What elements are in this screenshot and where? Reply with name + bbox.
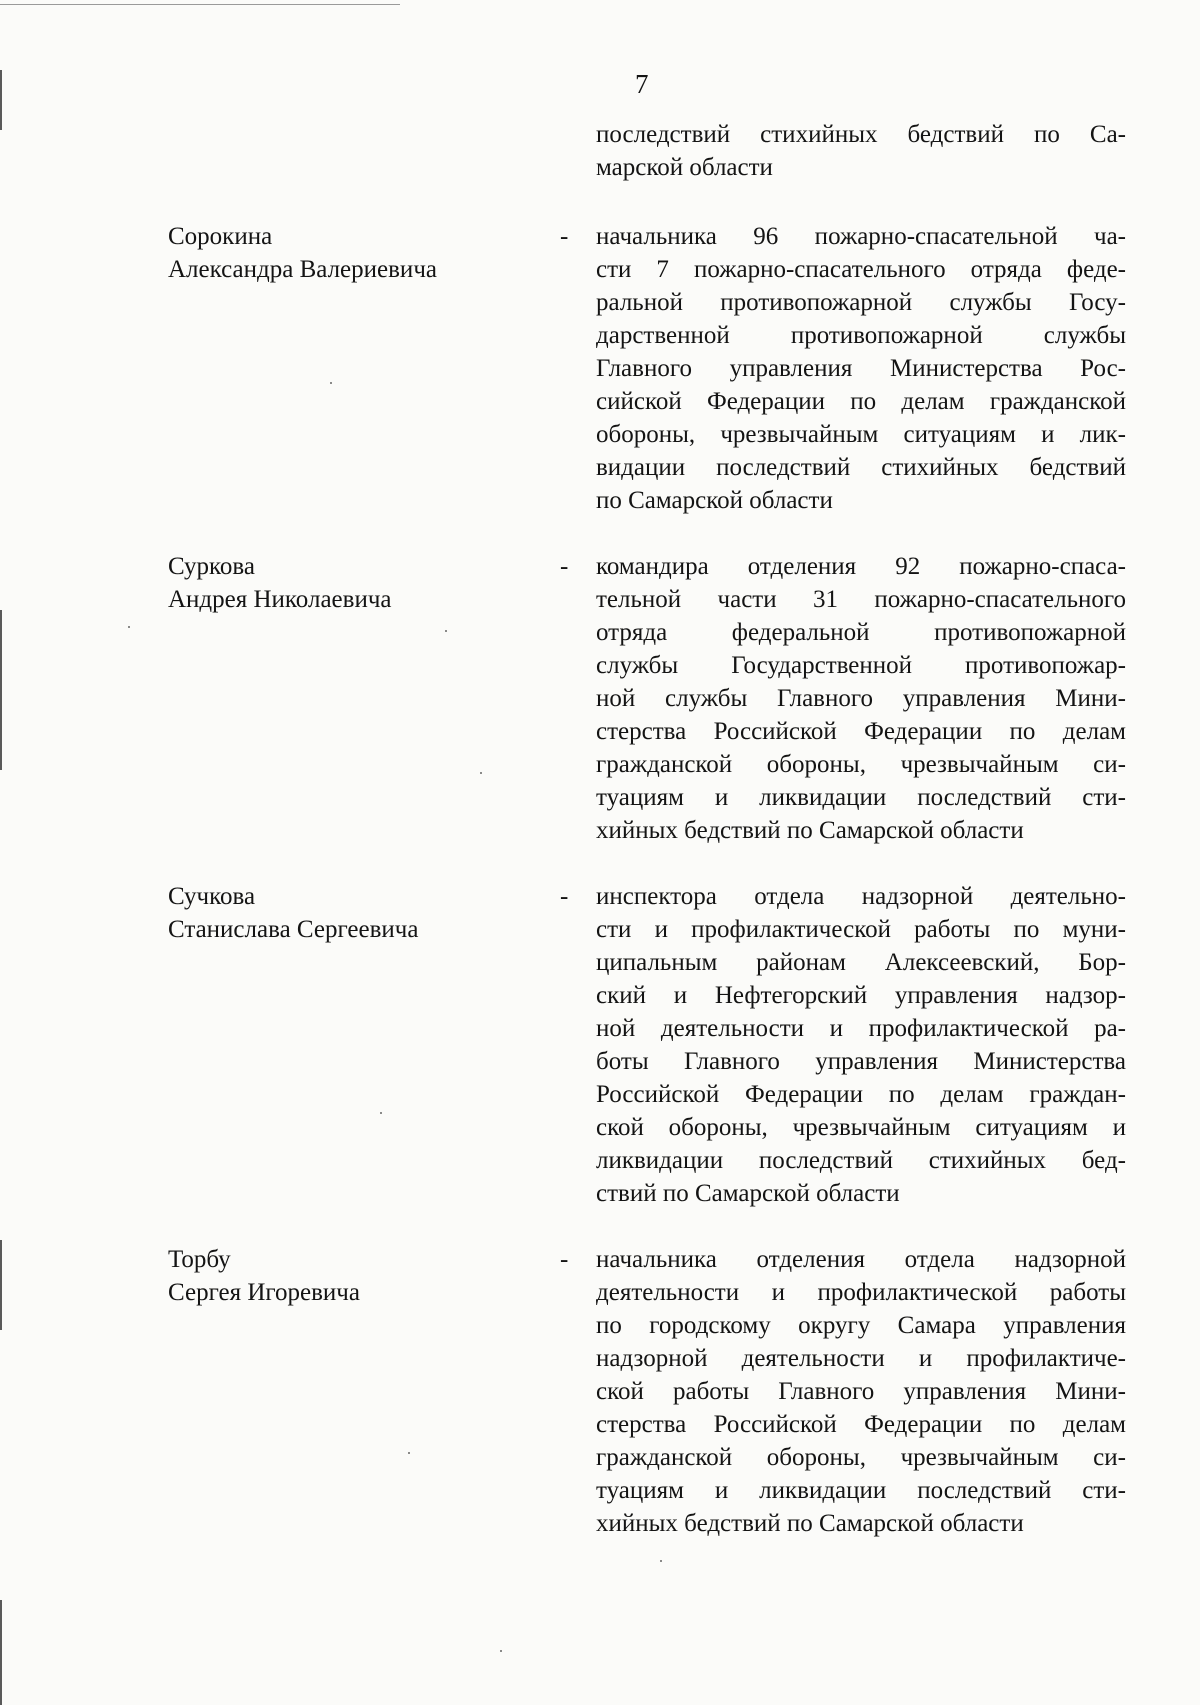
person-surname: Сорокина (168, 223, 273, 250)
scan-speck (445, 630, 447, 632)
person-given-name: Александра Валериевича (168, 256, 437, 283)
page-number: 7 (635, 69, 649, 99)
scan-edge-mark (0, 1600, 2, 1705)
position-description (596, 880, 1126, 1210)
text-line: ликвидации последствий стихийных бед- (596, 1147, 1126, 1174)
person-name (168, 880, 528, 946)
scan-speck (500, 1650, 502, 1652)
text-line: Главного управления Министерства Рос- (596, 355, 1126, 382)
text-line: туациям и ликвидации последствий сти- (596, 784, 1126, 811)
scan-edge-mark (0, 1240, 2, 1330)
text-line: отряда федеральной противопожарной (596, 619, 1126, 646)
text-line: ствий по Самарской области (596, 1180, 900, 1207)
position-description (596, 220, 1126, 517)
text-line: боты Главного управления Министерства (596, 1048, 1126, 1075)
person-given-name: Станислава Сергеевича (168, 916, 419, 943)
text-line: гражданской обороны, чрезвычайным си- (596, 751, 1126, 778)
text-line: гражданской обороны, чрезвычайным си- (596, 1444, 1126, 1471)
text-line: сти 7 пожарно-спасательного отряда феде- (596, 256, 1126, 283)
person-surname: Сучкова (168, 883, 256, 910)
text-line: ципальным районам Алексеевский, Бор- (596, 949, 1126, 976)
text-line: командира отделения 92 пожарно-спаса- (596, 553, 1126, 580)
text-line: инспектора отдела надзорной деятельно- (596, 883, 1126, 910)
text-line: начальника отделения отдела надзорной (596, 1246, 1126, 1273)
text-line: по городскому округу Самара управления (596, 1312, 1126, 1339)
person-given-name: Сергея Игоревича (168, 1279, 360, 1306)
text-line: начальника 96 пожарно-спасательной ча- (596, 223, 1126, 250)
scan-speck (380, 1112, 382, 1114)
text-line: ский и Нефтегорский управления надзор- (596, 982, 1126, 1009)
person-name (168, 220, 528, 286)
text-line: ской обороны, чрезвычайным ситуациям и (596, 1114, 1126, 1141)
text-line: стерства Российской Федерации по делам (596, 1411, 1126, 1438)
text-line: ной деятельности и профилактической ра- (596, 1015, 1126, 1042)
text-line: ной службы Главного управления Мини- (596, 685, 1126, 712)
scan-speck (330, 382, 332, 384)
text-line: надзорной деятельности и профилактиче- (596, 1345, 1126, 1372)
text-line: хийных бедствий по Самарской области (596, 1510, 1024, 1537)
text-line: Российской Федерации по делам граждан- (596, 1081, 1126, 1108)
scan-speck (660, 1560, 662, 1562)
text-line: ральной противопожарной службы Госу- (596, 289, 1126, 316)
person-surname: Торбу (168, 1246, 231, 1273)
entry-dash: - (560, 553, 569, 580)
continuation-text (596, 118, 1126, 184)
text-line: службы Государственной противопожар- (596, 652, 1126, 679)
text-line: последствий стихийных бедствий по Са- (596, 121, 1126, 148)
entry-dash: - (560, 223, 569, 250)
scan-speck (128, 626, 130, 628)
scan-edge-mark (0, 70, 2, 130)
entry-dash: - (560, 1246, 569, 1273)
person-surname: Суркова (168, 553, 255, 580)
text-line: тельной части 31 пожарно-спасательного (596, 586, 1126, 613)
text-line: туациям и ликвидации последствий сти- (596, 1477, 1126, 1504)
text-line: сийской Федерации по делам гражданской (596, 388, 1126, 415)
text-line: сти и профилактической работы по муни- (596, 916, 1126, 943)
text-line: деятельности и профилактической работы (596, 1279, 1126, 1306)
scan-edge-mark (0, 610, 2, 770)
text-line: обороны, чрезвычайным ситуациям и лик- (596, 421, 1126, 448)
text-line: по Самарской области (596, 487, 833, 514)
person-name (168, 1243, 528, 1309)
scan-edge-line (0, 4, 400, 5)
position-description (596, 1243, 1126, 1540)
text-line: хийных бедствий по Самарской области (596, 817, 1024, 844)
position-description (596, 550, 1126, 847)
entry-dash: - (560, 883, 569, 910)
text-line: стерства Российской Федерации по делам (596, 718, 1126, 745)
scan-speck (408, 1452, 410, 1454)
scan-speck (480, 772, 482, 774)
person-given-name: Андрея Николаевича (168, 586, 392, 613)
person-name (168, 550, 528, 616)
text-line: видации последствий стихийных бедствий (596, 454, 1126, 481)
text-line: ской работы Главного управления Мини- (596, 1378, 1126, 1405)
text-line: дарственной противопожарной службы (596, 322, 1126, 349)
text-line: марской области (596, 154, 773, 181)
